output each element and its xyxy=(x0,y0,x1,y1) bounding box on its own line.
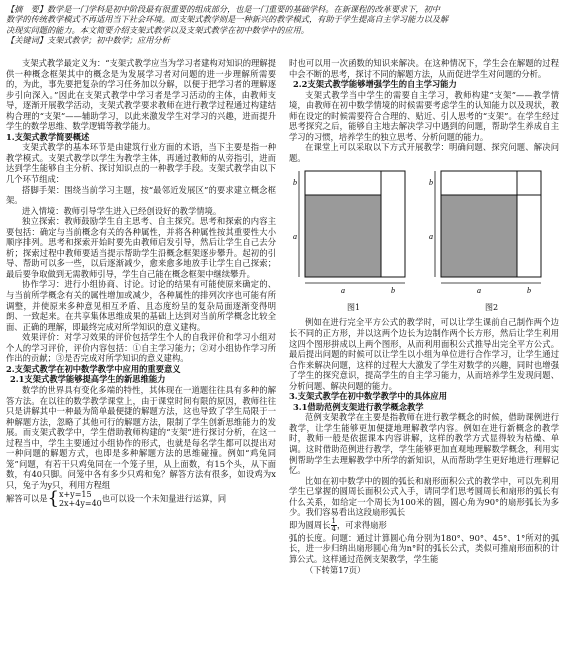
brace-symbol: { xyxy=(47,488,59,510)
paragraph: 独立探索：教师鼓励学生自主思考、自主探究。思考和探索的内容主要包括：确定与当前概念有关的各种属性，并将各种属性按其重要性大小顺序排列。思考和探索开始时要先由教师启发引导，然后让学生自己去分析；探索过程中教师要适当提示帮助学生沿概念框架逐步攀升。起初的引导、帮助可以多一些，以后逐渐减少，愈来愈多地放手让学生自己探索；最后要争取做到无需教师引导，学生自己能在概念框架中继续攀升。 xyxy=(6,216,276,279)
svg-text:a: a xyxy=(341,286,345,296)
section-heading: 1.支架式教学简要概述 xyxy=(6,131,90,142)
paragraph: 数学的世界具有变化多端的特性，其体现在一道题往往具有多种的解答方法。在以往的数学教学课堂上，由于课堂时间有限的原因，教师往往只是讲解其中一种最为简单最便捷的解题方法，这也导致了学生局限于一种解题方法，忽略了其他可行的解题方法，限制了学生创新思维能力的发展。而支架式教学中，学生借助教师构建的“支架”进行探讨分析，在这一过程当中，学生主要通过小组协作的形式，也就是每名学生都可以提出对一种问题的解题方式，也即是多种解题方法的思维碰撞。例如“鸡兔同笼”问题，有若干只鸡兔同在一个笼子里，从上面数，有15个头，从下面数，有40只脚。问笼中各有多少只鸡和兔？解答方法有很多，如设鸡为x只，兔子为y只，利用方程组 xyxy=(6,384,276,490)
paragraph: 进入情境：教师引导学生进入已经创设好的教学情境。 xyxy=(22,205,222,216)
figure-2-caption: 图2 xyxy=(485,303,499,313)
section-heading: 2.支架式教学在初中数学教学中应用的重要意义 xyxy=(6,363,181,374)
abstract-block xyxy=(6,4,558,46)
figures xyxy=(289,165,559,315)
fraction-numerator: 1 xyxy=(331,516,336,525)
subsection-heading: 3.1借助范例支架进行教学概念教学 xyxy=(293,401,424,412)
abstract-line: 数学的传统教学模式不再适用当下社会环境。而支架式教学则是一种新兴的教学模式，有助于学生提高自主学习能力以及解 xyxy=(6,14,449,25)
paragraph: 支架式教学最定义为：“支架式教学应当为学习者建构对知识的理解提供一种概念框架其中的概念是为发展学习者对问题的进一步理解所需要的，为此，事先要把复杂的学习任务加以分解，以便于把学习者的理解逐步引向深入。”因此在支架式教学中学习者是学习活动的主体，由教师支导，逐渐开展教学活动，支架式教学要求教师在进行教学过程通过构建结构合理的“支架”——辅助学习，以此来激发学生对学习的兴趣，进而提升学生的数学思维、数学逻辑等教学能力。 xyxy=(6,58,276,132)
svg-text:a: a xyxy=(429,232,433,242)
figure-1-caption: 图1 xyxy=(347,303,361,313)
subsection-heading: 2.2支架式教学能够增强学生的自主学习能力 xyxy=(293,79,457,90)
svg-text:a: a xyxy=(293,232,297,242)
figure-2 xyxy=(427,165,553,305)
section-heading: 3.支架式教学在初中数学教学中的具体应用 xyxy=(289,391,448,402)
equation-lead: 解答可以是 xyxy=(6,493,48,504)
fraction-tail: ，可求得扇形 xyxy=(336,519,387,530)
svg-text:b: b xyxy=(527,286,531,296)
paragraph: 效果评价：对学习效果的评价包括学生个人的自我评价和学习小组对个人的学习评价，评价内容包括：①自主学习能力；②对小组协作学习所作出的贡献；③是否完成对所学知识的意义建构。 xyxy=(6,332,276,364)
paragraph: 比如在初中数学中的圆的弧长和扇形面积公式的教学中，可以先利用学生已掌握的圆周长面积公式入手，请同学们思考圆周长和扇形的弧长有什么关系，如给定一个周长为100米的圆，圆心角为90°的扇形弧长为多少。我们容易看出这段扇形弧长 xyxy=(289,475,559,518)
continuation-note: （下转第17页） xyxy=(305,564,366,575)
equation-row: 2x+4y=40 xyxy=(58,499,102,509)
paragraph: 搭脚手架：围绕当前学习主题，按“最邻近发展区”的要求建立概念框架。 xyxy=(6,184,276,206)
abstract-line: 【摘 要】数学是一门学科是初中阶段最有很重要的组成部分，也是一门重要的基础学科。在新课程的改革要求下，初中 xyxy=(6,4,440,14)
svg-text:a: a xyxy=(477,286,481,296)
svg-text:b: b xyxy=(293,178,297,188)
abstract-line: 决现实问题的能力。本文简要介绍支架式教学以及支架式教学在初中数学中的应用。 xyxy=(6,24,309,35)
paragraph: 支架式教学当中学生的需要自主学习，教师构建“支架”——教学情境，由教师在初中数学情境的时候需要考虑学生的认知能力以及现状，教师在设定的时候需要符合合理的、贴近、引人思考的“支架”。在学生经过思考探究之后，能够自主地去解决学习中遇到的问题，帮助学生养成自主学习的习惯，培养学生的独立思考、分析问题的能力。 xyxy=(289,89,559,142)
paragraph: 在课堂上可以采取以下方式开展教学：明确问题、探究问题、解决问题。 xyxy=(289,142,559,163)
fraction-line xyxy=(289,518,559,533)
paragraph: 范例支架教学在主要是指教师在进行教学概念的时候，借助课例进行教学，让学生能够更加便捷地理解教学内容。例如在进行新概念的教学时，教师一般是依据课本内容讲解，这样的教学方式显得较为枯燥、单调。这时借助范例进行教学，学生能够更加直观地理解数学概念，利用实例帮助学生去理解教学中所学的新知识，从而帮助学生更好地进行理解记忆。 xyxy=(289,412,559,476)
equation-line xyxy=(6,490,276,508)
fraction-denominator: 4 xyxy=(331,524,336,533)
paragraph: 弧的长度。问题：通过计算圆心角分别为180°、90°、45°、1°所对的弧长，进一步归纳出扇形圆心角为n°时的弧长公式，类似可推扇形面积的计算公式。这样通过范例支架教学，学生能 xyxy=(289,532,559,564)
left-column xyxy=(6,58,276,508)
paragraph: 支架式教学的基本环节是由建筑行业方面的术语，当下主要是指一种教学模式。支架式教学以学生为教学主体，再通过教师的从旁指引，进而达到学生能够自主分析、探讨知识点的一种教学手段。支架式教学由以下几个环节组成： xyxy=(6,142,276,185)
equation-tail: 也可以设一个未知量进行运算，同 xyxy=(101,493,227,504)
equation-row: x+y=15 xyxy=(58,490,92,500)
keywords-line: 【关键词】支架式教学；初中数学；应用分析 xyxy=(6,35,170,46)
equation-system xyxy=(59,490,102,508)
fraction-lead: 即为圆周长 xyxy=(289,519,331,530)
svg-text:b: b xyxy=(429,178,433,188)
right-column xyxy=(289,58,559,575)
paragraph: 协作学习：进行小组协商、讨论。讨论的结果有可能使原来确定的、与当前所学概念有关的属性增加或减少，各种属性的排列次序也可能有所调整，并使原来多种意见相互矛盾、且态度纷呈的复杂局面逐渐变得明朗、一致起来。在共享集体思维成果的基础上达到对当前所学概念比较全面、正确的理解，即最终完成对所学知识的意义建构。 xyxy=(6,279,276,332)
paragraph: 时也可以用一次函数的知识来解决。在这种情况下，学生会在解题的过程中会不断的思考，探讨不同的解题方法，从而促进学生对问题的分析。 xyxy=(289,58,559,79)
subsection-heading: 2.1支架式教学能够提高学生的新思维能力 xyxy=(10,374,166,385)
figure-1 xyxy=(291,165,415,305)
svg-text:b: b xyxy=(391,286,395,296)
paragraph: 例如在进行完全平方公式的教学时，可以让学生课前自己制作两个边长不同的正方形，并以这两个边长为边制作两个长方形，然后让学生利用这四个图形拼成以上两个图形，从而利用面积公式推导出完全平方公式。最后提出问题的时候可以让学生以小组为单位进行合作学习，让学生通过合作来解决问题，这样的过程大大激发了学生对数学的兴趣，同时也增强了学生的探究意识，提高学生的自主学习能力，从而培养学生发现问题、分析问题、解决问题的能力。 xyxy=(289,317,559,391)
